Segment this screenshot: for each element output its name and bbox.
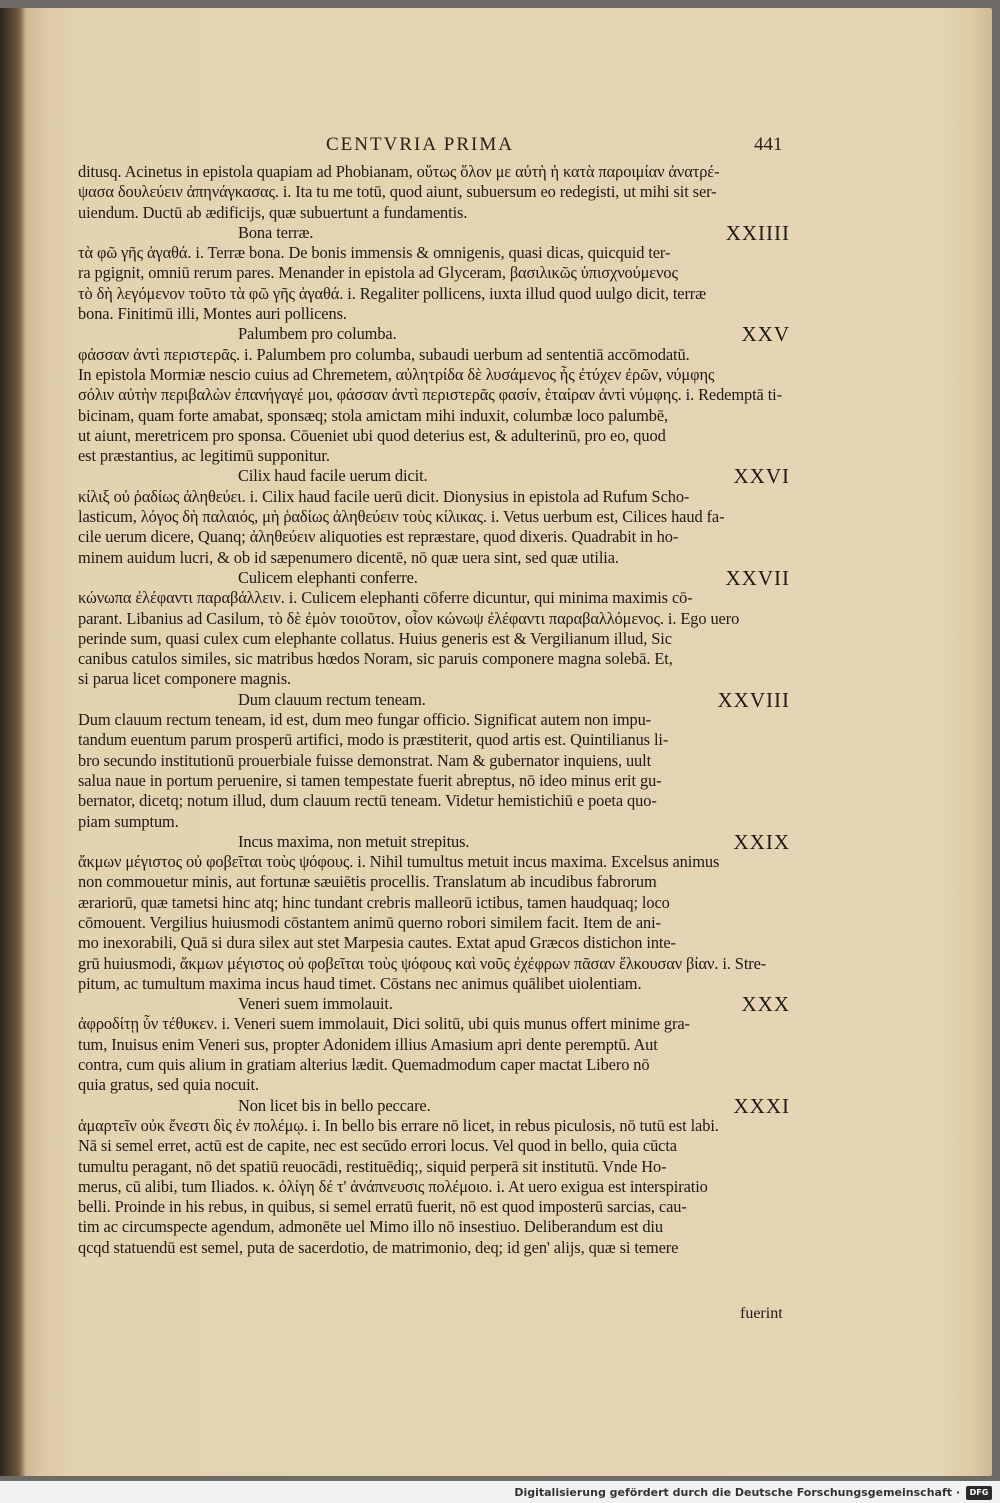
adage-number: XXX	[741, 994, 790, 1015]
adage-heading	[78, 568, 792, 588]
text-line: cōmouent. Vergilius huiusmodi cōstantem animū querno robori similem facit. Item de ani-	[78, 912, 661, 932]
running-head-title: CENTVRIA PRIMA	[326, 134, 514, 155]
text-line: ἄκμων μέγιστος οὐ φοβεῖται τοὺς ψόφους. i. Nihil tumultus metuit incus maxima. Excelsus animus	[78, 852, 720, 872]
text-line: minem auidum lucri, & ob id sæpenumero dicentē, nō quæ uera sint, sed quæ utilia.	[78, 547, 619, 567]
adage-title: Palumbem pro columba.	[238, 324, 397, 344]
book-binding-edge	[0, 8, 26, 1476]
adage-heading	[78, 324, 792, 344]
adage-number: XXVI	[733, 466, 790, 487]
adage-title: Incus maxima, non metuit strepitus.	[238, 831, 470, 851]
text-line: parant. Libanius ad Casilum, τὸ δὲ ἐμὸν τοιοῦτον, οἷον κώνωψ ἐλέφαντι παραβαλλόμενος. i. Ego uero	[78, 608, 740, 628]
page-number: 441	[754, 134, 783, 155]
text-line: τὰ φῶ γῆς ἀγαθά. i. Terræ bona. De bonis immensis & omnigenis, quasi dicas, quicquid ter-	[78, 243, 671, 263]
text-line: κώνωπα ἐλέφαντι παραβάλλειν. i. Culicem elephanti cōferre dicuntur, qui minima maximis cō-	[78, 588, 693, 608]
text-line: canibus catulos similes, sic matribus hœdos Noram, sic paruis componere magna solebā. Et,	[78, 649, 673, 669]
text-line: pitum, ac tumultum maxima incus haud timet. Cōstans nec animus quālibet uiolentiam.	[78, 973, 642, 993]
adage-heading	[78, 690, 792, 710]
adage-title: Culicem elephanti conferre.	[238, 567, 418, 587]
text-line: bro secundo institutionū prouerbiale fuisse demonstrat. Nam & gubernator inquiens, uult	[78, 750, 652, 770]
text-line: bernator, dicetq; notum illud, dum clauum rectū teneam. Videtur hemistichiū e poeta quo-	[78, 791, 657, 811]
text-line: σόλιν αὐτὴν περιβαλὼν ἐπανήγαγέ μοι, φάσσαν ἀντὶ περιστερᾶς φασίν, ἑταίραν ἀντὶ νύμφης. i. Redemptā ti-	[78, 385, 782, 405]
funding-notice: Digitalisierung gefördert durch die Deutsche Forschungsgemeinschaft ·	[514, 1486, 960, 1499]
text-line: tim ac circumspecte agendum, admonēte uel Mimo illo nō insestiuo. Deliberandum est diu	[78, 1217, 663, 1237]
text-line: cile uerum dicere, Quanq; ἀληθεύειν aliquoties est repræstare, quod dixeris. Quadrabit in ho-	[78, 527, 679, 547]
text-line: qcqd statuendū est semel, puta de sacerdotio, de matrimonio, deq; id gen' alijs, quæ si temere	[78, 1237, 679, 1257]
text-line: ditusq. Acinetus in epistola quapiam ad Phobianam, οὕτως ὅλον με αὐτὴ ἡ κατὰ παροιμίαν ἀνατρέ-	[78, 162, 720, 181]
text-line: φάσσαν ἀντὶ περιστερᾶς. i. Palumbem pro columba, subaudi uerbum ad sententiā accōmodatū.	[78, 344, 690, 364]
text-line: tum, Inuisus enim Veneri sus, propter Adonidem illius Amasium apri dente peremptū. Aut	[78, 1034, 658, 1054]
text-line: In epistola Mormiæ nescio cuius ad Chremetem, αὐλητρίδα δὲ λυσάμενος ἧς ἐτύχεν ἐρῶν, νύμφης	[78, 364, 715, 384]
adage-heading	[78, 832, 792, 852]
adage-heading	[78, 466, 792, 486]
text-line: perinde sum, quasi culex cum elephante collatus. Huius generis est & Vergilianum illud, Sic	[78, 628, 672, 648]
adage-heading	[78, 1096, 792, 1116]
text-line: tumultu peragant, nō det spatiū reuocādi, restituēdiq;, siquid perperā sit institutū. Vnde Ho-	[78, 1156, 667, 1176]
text-line: merus, cū alibi, tum Iliados. κ. ὀλίγη δέ τ' ἀνάπνευσις πολέμοιο. i. At uero exigua est interspiratio	[78, 1176, 708, 1196]
text-line: Nā si semel erret, actū est de capite, nec est secūdo errori locus. Vel quod in bello, quia cūcta	[78, 1136, 677, 1156]
text-line: piam sumptum.	[78, 811, 179, 831]
running-head	[320, 134, 790, 162]
adage-number: XXVII	[725, 567, 790, 589]
text-line: ut aiunt, meretricem pro sponsa. Cōueniet ubi quod deterius est, & adulterinū, pro eo, quod	[78, 425, 666, 445]
text-line: mo inexorabili, Quā si dura silex aut stet Marpesia cautes. Extat apud Græcos distichon inte-	[78, 933, 676, 953]
text-line: ἁμαρτεῖν οὐκ ἔνεστι δὶς ἐν πολέμῳ. i. In bello bis errare nō licet, in rebus piculosis, nō tutū est labi.	[78, 1115, 719, 1135]
adage-title: Dum clauum rectum teneam.	[238, 689, 426, 709]
catchword: fuerint	[740, 1305, 783, 1322]
text-line: ærariorū, quæ tametsi hinc atq; hinc tundant crebris malleorū ictibus, tamen haudquaq; loco	[78, 892, 670, 912]
adage-number: XXIIII	[725, 222, 790, 244]
text-line: belli. Proinde in his rebus, in quibus, si semel erratū fuerit, nō est quod imposterū sarcias, cau-	[78, 1197, 687, 1217]
text-line: salua naue in portum peruenire, si tamen tempestate fuerit abreptus, nō ideo minus erit gu-	[78, 770, 662, 790]
text-line: si parua licet componere magnis.	[78, 669, 291, 689]
text-line: κίλιξ οὐ ῥαδίως ἀληθεύει. i. Cilix haud facile uerū dicit. Dionysius in epistola ad Rufum Scho-	[78, 486, 690, 506]
text-line: uiendum. Ductū ab ædificijs, quæ subuertunt a fundamentis.	[78, 202, 468, 222]
text-line: lasticum, λόγος δὴ παλαιός, μὴ ῥαδίως ἀληθεύειν τοὺς κίλικας. i. Vetus uerbum est, Cilices haud fa-	[78, 507, 725, 527]
adage-heading	[78, 223, 792, 243]
main-text-block	[78, 162, 792, 1322]
text-line: quia gratus, sed quia nocuit.	[78, 1075, 259, 1095]
adage-title: Non licet bis in bello peccare.	[238, 1095, 431, 1115]
text-line: τὸ δὴ λεγόμενον τοῦτο τὰ φῶ γῆς ἀγαθά. i. Regaliter pollicens, iuxta illud quod uulgo dicit, terræ	[78, 283, 707, 303]
text-line: ἀφροδίτῃ ὗν τέθυκεν. i. Veneri suem immolauit, Dici solitū, ubi quis munus offert minime gra-	[78, 1014, 690, 1034]
text-line: Dum clauum rectum teneam, id est, dum meo fungar officio. Significat autem non impu-	[78, 710, 652, 730]
adage-heading	[78, 994, 792, 1014]
footer-bar	[0, 1481, 1000, 1503]
text-line: ψασα δουλεύειν ἀπηνάγκασας. i. Ita tu me totū, quod aiunt, subuersum eo redegisti, ut mihi sit ser-	[78, 182, 717, 202]
text-line: non commouetur minis, aut fortunæ sæuiētis procellis. Translatum ab incudibus fabrorum	[78, 872, 657, 892]
text-line: bicinam, quam forte amabat, sponsæq; stola amictam mihi induxit, columbæ loco palumbē,	[78, 405, 669, 425]
text-line: est præstantius, ac legitimū supponitur.	[78, 446, 330, 466]
text-line: grū huiusmodi, ἄκμων μέγιστος οὐ φοβεῖται τοὺς ψόφους καὶ νοῦς ἐχέφρων πᾶσαν ἕλκουσαν βίαν. i. Stre-	[78, 953, 767, 973]
text-line: contra, cum quis alium in gratiam alterius lædit. Quemadmodum caper mactat Libero nō	[78, 1055, 650, 1075]
adage-title: Veneri suem immolauit.	[238, 994, 393, 1014]
adage-number: XXV	[741, 324, 790, 345]
text-line: bona. Finitimū illi, Montes auri pollicens.	[78, 304, 347, 324]
adage-number: XXIX	[733, 831, 790, 853]
adage-number: XXVIII	[717, 689, 790, 711]
adage-title: Cilix haud facile uerum dicit.	[238, 466, 428, 486]
text-line: ra pgignit, omniū rerum pares. Menander in epistola ad Glyceram, βασιλικῶς ὑπισχνούμενος	[78, 263, 678, 283]
adage-number: XXXI	[733, 1095, 790, 1116]
dfg-logo: DFG	[966, 1486, 992, 1500]
adage-title: Bona terræ.	[238, 222, 314, 242]
text-line: tandum euentum parum prosperū artifici, modo is præstiterit, quod artis est. Quintilianus li-	[78, 730, 669, 750]
